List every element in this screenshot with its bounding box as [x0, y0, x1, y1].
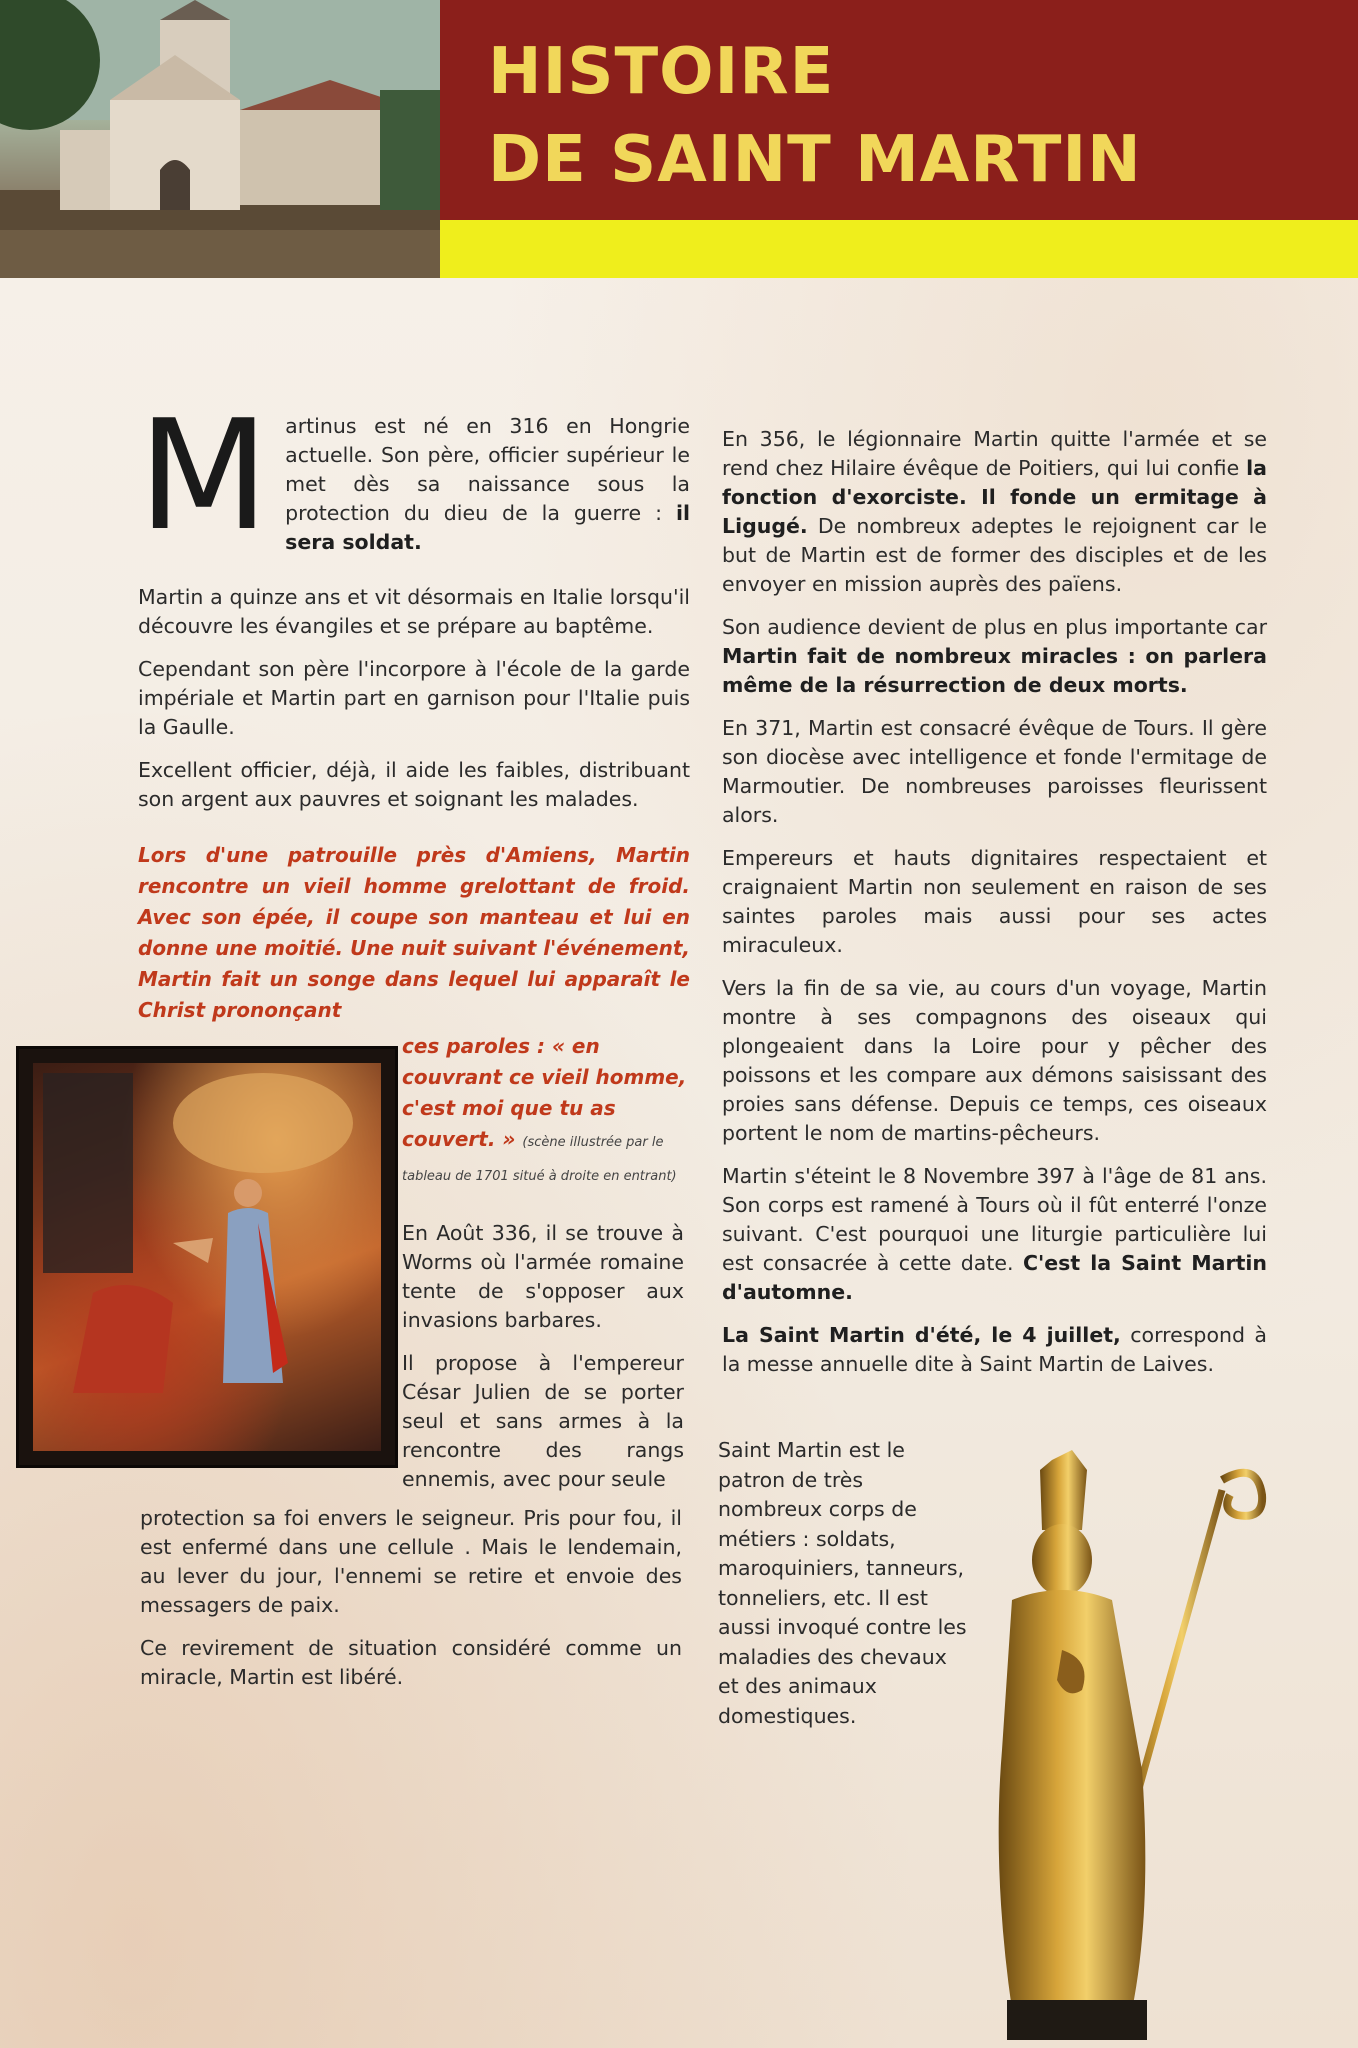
summer-bold: La Saint Martin d'été, le 4 juillet, — [722, 1323, 1121, 1347]
paragraph-tours: En 371, Martin est consacré évêque de Tours. Il gère son diocèse avec intelligence et fonde l'ermitage de Marmoutier. De nombreuses paroisses fleurissent alors. — [722, 716, 1267, 827]
paragraph-julien: Il propose à l'empereur César Julien de se porter seul et sans armes à la rencontre des rangs ennemis, avec pour seule — [402, 1351, 684, 1491]
page-title — [488, 28, 1308, 204]
right-column — [722, 425, 1267, 1393]
christ-figure-illustration — [33, 1063, 375, 1445]
audience-bold: Martin fait de nombreux miracles : on parlera même de la résurrection de deux morts. — [722, 644, 1267, 697]
painting-image — [16, 1046, 398, 1468]
left-lower-column — [402, 1219, 684, 1494]
bishop-statue-illustration — [972, 1450, 1272, 2040]
ligugé-text: En 356, le légionnaire Martin quitte l'armée et se rend chez Hilaire évêque de Poitiers, qui lui confie — [722, 427, 1267, 480]
ligugé-text-2: De nombreux adeptes le rejoignent car le but de Martin est de former des disciples et de les envoyer en mission auprès des païens. — [722, 514, 1267, 596]
paragraph-emperors: Empereurs et hauts dignitaires respectaient et craignaient Martin non seulement en raison de ses saintes paroles mais aussi pour ses actes miraculeux. — [722, 846, 1267, 957]
paragraph-birth — [138, 387, 690, 564]
paragraph-miracle: Ce revirement de situation considéré comme un miracle, Martin est libéré. — [140, 1636, 682, 1689]
ligugé-bold: la fonction d'exorciste. Il fonde un ermitage à Ligugé. — [722, 456, 1267, 538]
drop-cap: M — [138, 387, 270, 564]
painting-note: (scène illustrée par le tableau de 1701 situé à droite en entrant) — [402, 1135, 677, 1184]
title-line-1: HISTOIRE — [488, 35, 835, 109]
paragraph-youth: Martin a quinze ans et vit désormais en Italie lorsqu'il découvre les évangiles et se prépare au baptême. — [138, 585, 690, 638]
paragraph-worms: En Août 336, il se trouve à Worms où l'armée romaine tente de s'opposer aux invasions barbares. — [402, 1221, 684, 1332]
title-line-2: DE SAINT MARTIN — [488, 123, 1142, 197]
painting-canvas — [33, 1063, 381, 1451]
audience-text: Son audience devient de plus en plus importante car — [722, 615, 1267, 639]
paragraph-released-cell: protection sa foi envers le seigneur. Pris pour fou, il est enfermé dans une cellule . Mais le lendemain, au lever du jour, l'ennemi se retire et envoie des messagers de paix. — [140, 1506, 682, 1617]
paragraph-amiens: Lors d'une patrouille près d'Amiens, Martin rencontre un vieil homme grelottant de froid. Avec son épée, il coupe son manteau et lui en donne une moitié. Une nuit suivant l'événement, Martin fait un songe dans lequel lui apparaît le Christ prononçant — [138, 843, 690, 1022]
paragraph-ligugé — [722, 425, 1267, 599]
death-bold: C'est la Saint Martin d'automne. — [722, 1251, 1268, 1304]
paragraph-kingfishers: Vers la fin de sa vie, au cours d'un voyage, Martin montre à ses compagnons des oiseaux qui plongeaient dans la Loire pour y pêcher des poissons et les compare aux démons saisissant des proies sans défense. Depuis ce temps, ces oiseaux portent le nom de martins-pêcheurs. — [722, 976, 1267, 1145]
patron-text-block — [718, 1436, 968, 1731]
birth-text: artinus est né en 316 en Hongrie actuelle. Son père, officier supérieur le met dès sa naissance sous la protection du dieu de la guerre : — [285, 414, 690, 525]
paragraph-officer: Excellent officier, déjà, il aide les faibles, distribuant son argent aux pauvres et soignant les malades. — [138, 758, 690, 811]
birth-bold: il sera soldat. — [285, 501, 690, 554]
paragraph-guard: Cependant son père l'incorpore à l'école de la garde impériale et Martin part en garnison pour l'Italie puis la Gaulle. — [138, 657, 690, 739]
church-illustration — [0, 0, 440, 278]
death-text: Martin s'éteint le 8 Novembre 397 à l'âge de 81 ans. Son corps est ramené à Tours où il fût enterré l'onze suivant. C'est pourquoi une liturgie particulière lui est consacrée à cette date. — [722, 1164, 1267, 1275]
paragraph-summer — [722, 1321, 1267, 1379]
paragraph-death — [722, 1162, 1267, 1307]
paragraph-audience — [722, 613, 1267, 700]
paragraph-patron: Saint Martin est le patron de très nombreux corps de métiers : soldats, maroquiniers, tanneurs, tonneliers, etc. Il est aussi invoqué contre les maladies des chevaux et des animaux domestiques. — [718, 1438, 967, 1728]
statue-image — [972, 1450, 1272, 2040]
left-bottom-column — [140, 1504, 682, 1706]
header-band-yellow — [440, 220, 1358, 278]
summer-text: correspond à la messe annuelle dite à Saint Martin de Laives. — [722, 1323, 1267, 1376]
left-column — [138, 387, 690, 1026]
quote-block — [402, 1031, 687, 1192]
quote-text: ces paroles : « en couvrant ce vieil homme, c'est moi que tu as couvert. » — [402, 1034, 687, 1151]
church-photo — [0, 0, 440, 278]
